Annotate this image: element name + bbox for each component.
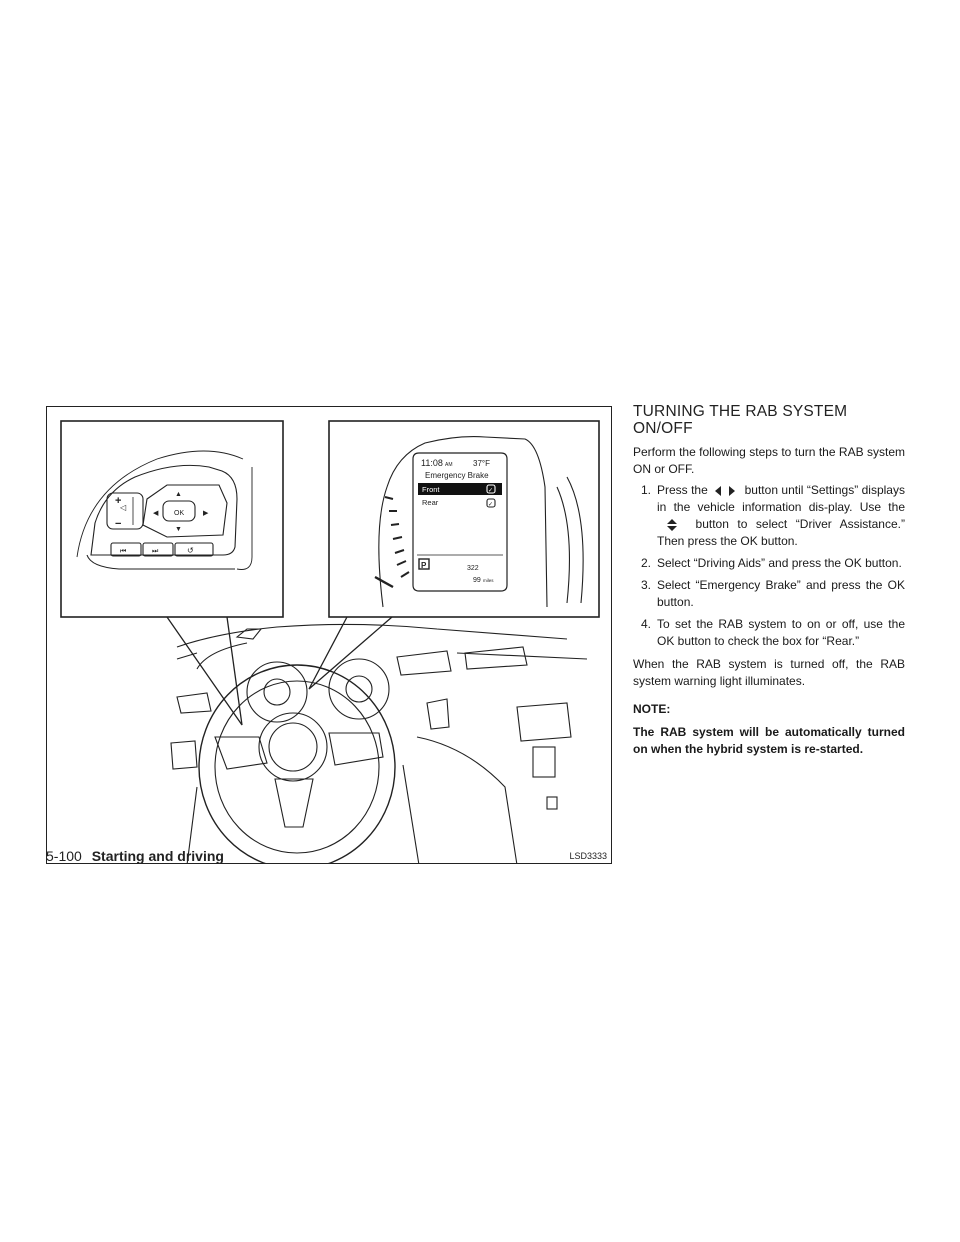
note-text: The RAB system will be automatically turned on when the hybrid system is re-started. <box>633 725 905 756</box>
display-temp: 37°F <box>473 459 490 468</box>
plus-label: + <box>115 495 122 507</box>
after-steps-paragraph: When the RAB system is turned off, the RAB system warning light illuminates. <box>633 657 905 688</box>
switch-callout-box <box>61 421 283 617</box>
minus-label: − <box>115 518 122 530</box>
next-track-icon: ⏭ <box>152 548 159 555</box>
intro-paragraph: Perform the following steps to turn the RAB system ON or OFF. <box>633 445 905 476</box>
section-content <box>633 403 905 758</box>
list-item: 3. Select “Emergency Brake” and press the OK button. <box>641 578 905 609</box>
page-footer <box>46 848 224 864</box>
down-arrow-icon: ▼ <box>175 526 182 533</box>
heading-line-1: TURNING THE RAB SYSTEM <box>633 403 848 420</box>
list-item: 4. To set the RAB system to on or off, use the OK button to check the box for “Rear.” <box>641 617 905 648</box>
footer-section-title: Starting and driving <box>91 848 224 864</box>
steps-list <box>633 482 905 650</box>
page-number: 5-100 <box>46 848 82 864</box>
display-range: 322 <box>467 565 479 572</box>
back-icon: ↺ <box>187 546 194 555</box>
check-icon: ✓ <box>488 488 494 494</box>
section-heading <box>633 403 905 437</box>
display-gear: P <box>421 561 427 570</box>
display-ampm: AM <box>445 462 453 468</box>
up-arrow-icon: ▲ <box>175 491 182 498</box>
steering-wheel-illustration <box>47 407 612 864</box>
ok-label: OK <box>174 510 185 517</box>
left-arrow-icon: ◀ <box>153 510 159 517</box>
right-arrow-icon: ▶ <box>203 510 209 517</box>
display-item-rear: Rear <box>422 498 439 507</box>
heading-line-2: ON/OFF <box>633 420 693 437</box>
display-time: 11:08 <box>421 458 443 468</box>
display-odo: 99 <box>473 577 481 584</box>
left-right-arrows-icon <box>711 485 741 497</box>
display-callout-box <box>329 421 599 617</box>
display-item-front: Front <box>422 485 440 494</box>
up-down-arrows-icon <box>657 517 687 533</box>
display-menu-title: Emergency Brake <box>425 471 489 480</box>
figure-code: LSD3333 <box>569 851 607 861</box>
check-icon: ✓ <box>488 502 494 508</box>
illustration-figure <box>46 406 612 864</box>
list-item: 2. Select “Driving Aids” and press the OK button. <box>641 556 902 570</box>
display-odo-unit: miles <box>483 578 494 583</box>
speaker-icon: ◁ <box>120 503 127 512</box>
previous-track-icon: ⏮ <box>120 548 127 555</box>
list-item: 1. Press the button until “Settings” displays in the vehicle information dis-play. Use the button to select “Driver Assistance.” Then press the OK button. <box>641 483 905 548</box>
note-label: NOTE: <box>633 702 671 716</box>
